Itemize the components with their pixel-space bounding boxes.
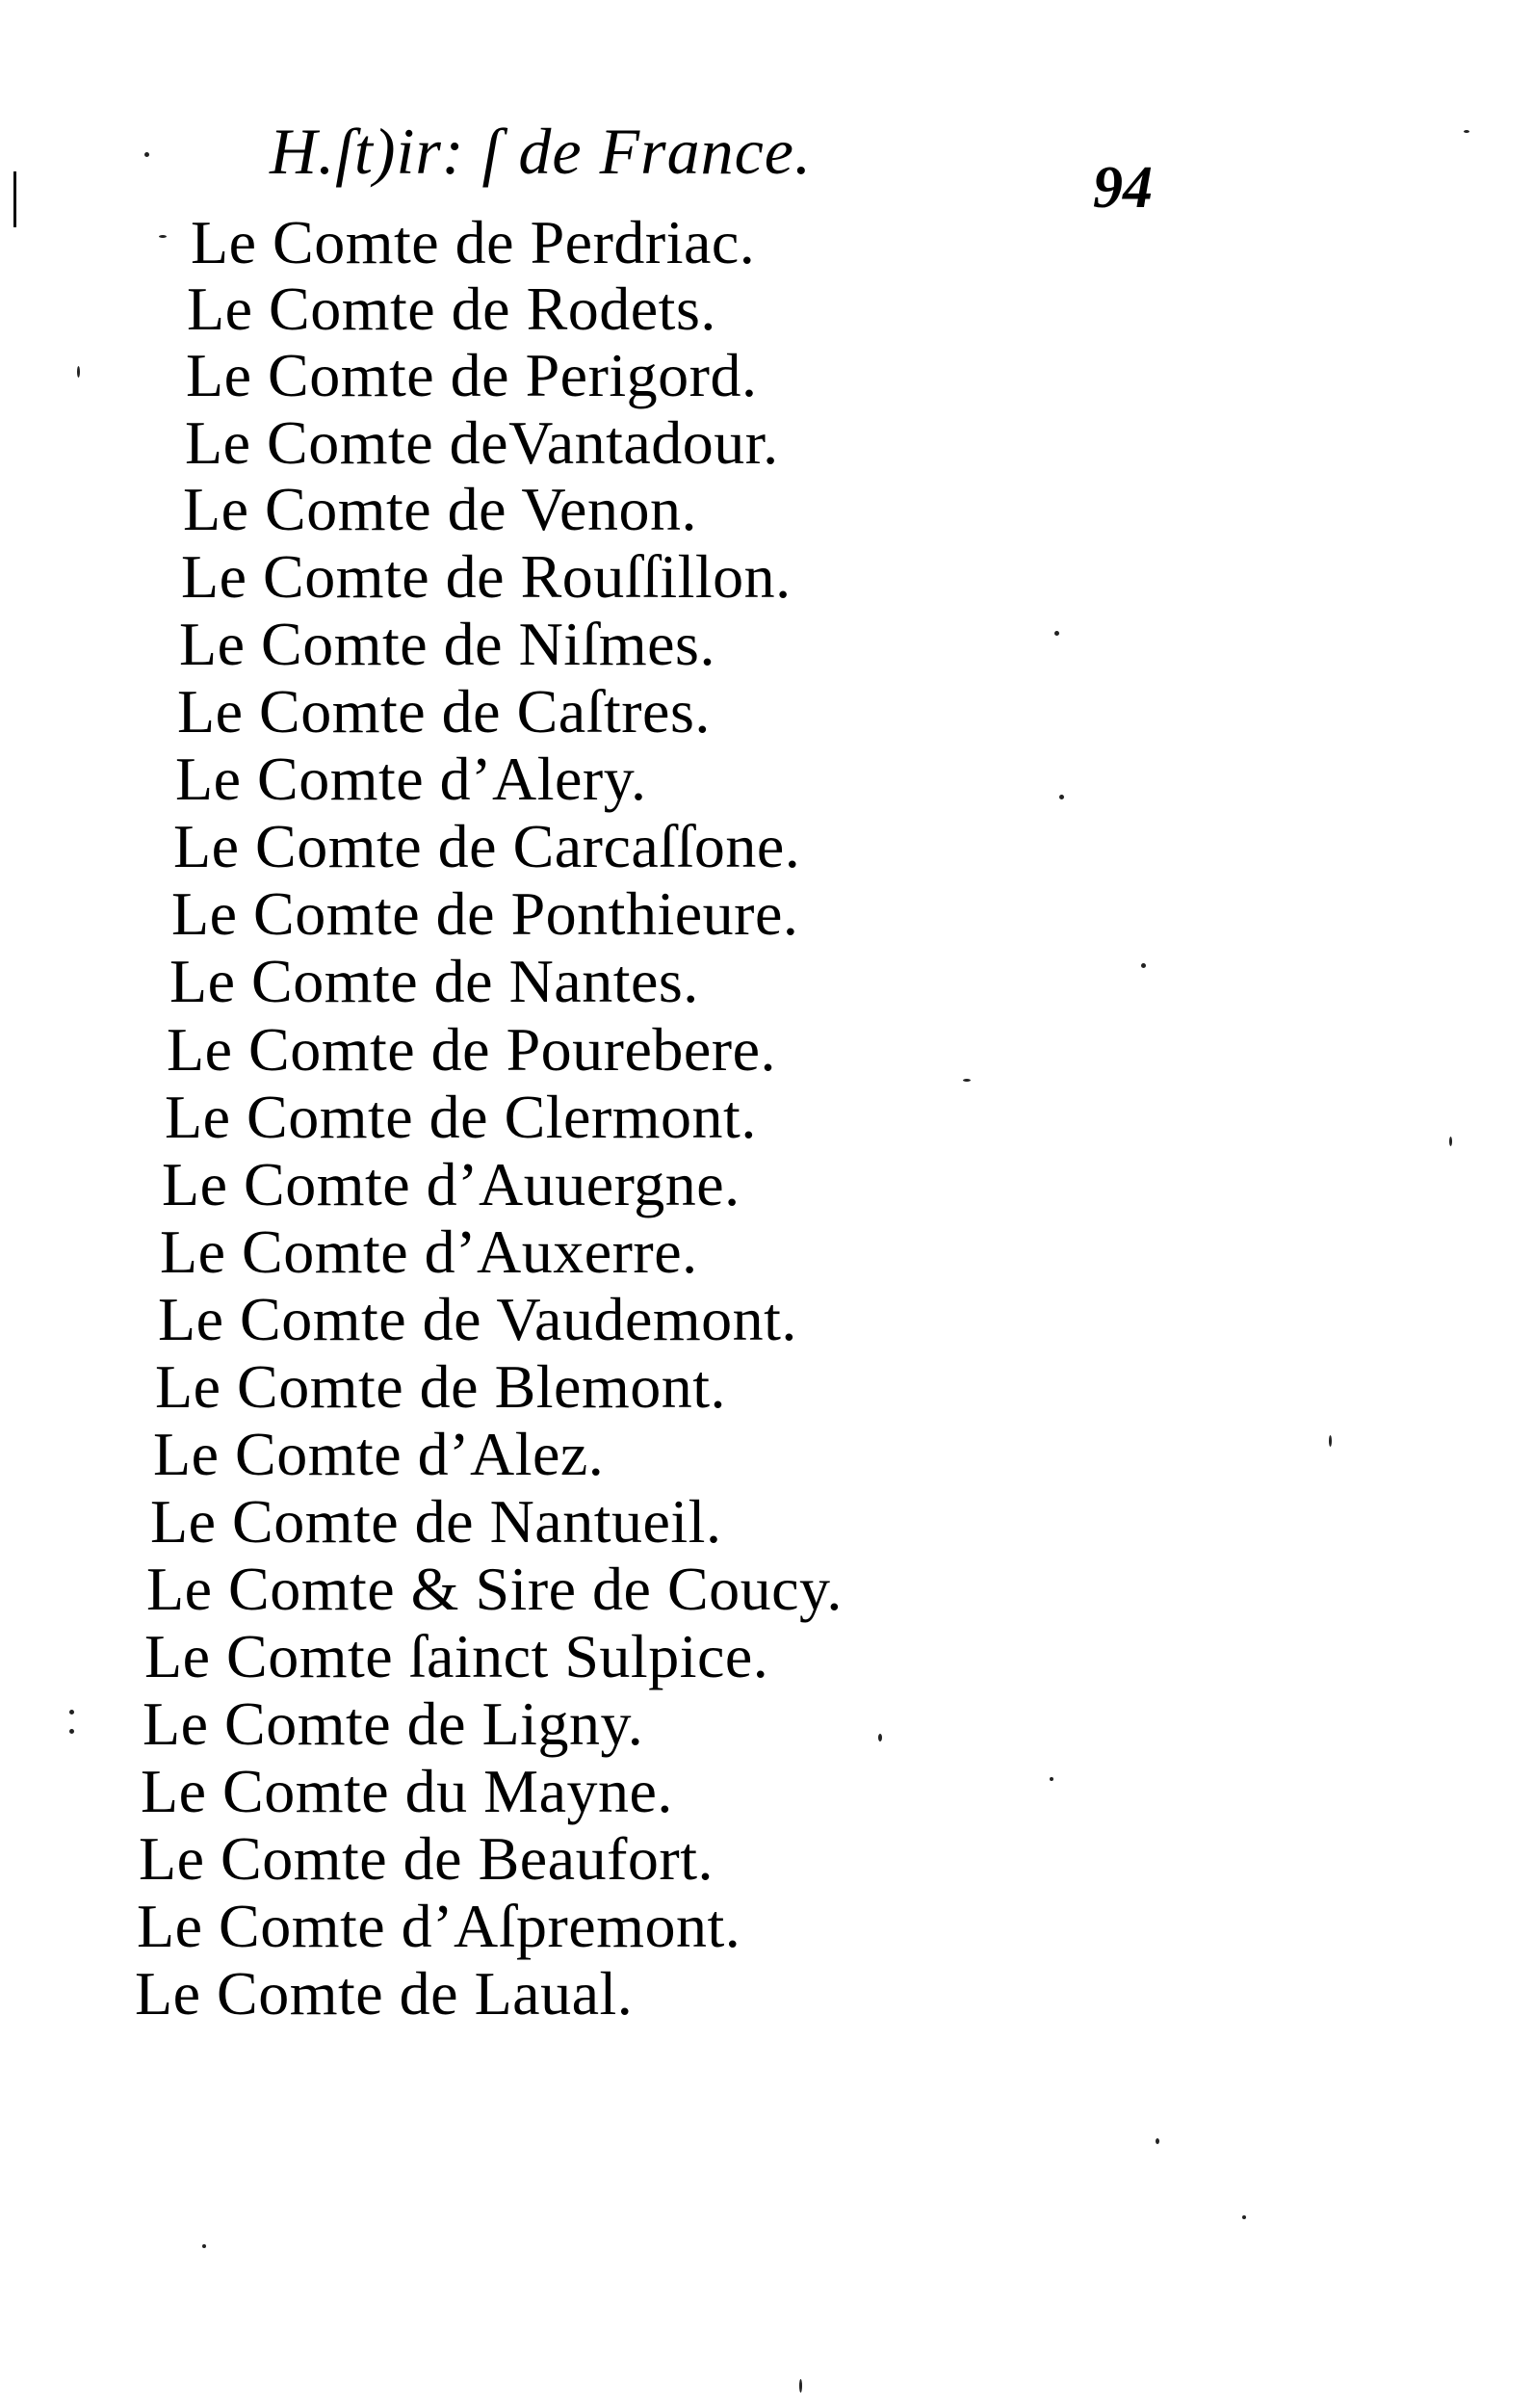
list-item: Le Comte & Sire de Coucy. xyxy=(146,1555,843,1623)
list-item: Le Comte de Vaudemont. xyxy=(158,1285,797,1353)
list-item: Le Comte de Venon. xyxy=(183,475,697,543)
list-item: Le Comte de Caſtres. xyxy=(177,677,711,746)
print-speck xyxy=(878,1734,882,1741)
print-speck xyxy=(69,1710,74,1714)
list-item: Le Comte de Perdriac. xyxy=(191,208,756,276)
list-item: Le Comte de Carcaſſone. xyxy=(173,812,801,880)
print-speck xyxy=(144,152,149,157)
list-item: Le Comte de Nantueil. xyxy=(150,1487,722,1556)
list-item: Le Comte d’Aſpremont. xyxy=(137,1892,741,1960)
print-speck xyxy=(1050,1777,1053,1781)
list-item: Le Comte de Clermont. xyxy=(165,1083,757,1151)
print-speck xyxy=(1242,2215,1246,2219)
print-speck xyxy=(1054,631,1059,636)
margin-rule xyxy=(13,171,16,227)
print-speck xyxy=(1464,130,1469,133)
list-item: Le Comte d’Auuergne. xyxy=(162,1150,741,1218)
list-item: Le Comte d’Alery. xyxy=(175,745,647,813)
list-item: Le Comte de Blemont. xyxy=(155,1352,726,1421)
print-speck xyxy=(1329,1435,1332,1447)
list-item: Le Comte d’Auxerre. xyxy=(160,1217,698,1286)
list-item: Le Comte d’Alez. xyxy=(153,1420,605,1488)
print-speck xyxy=(799,2379,802,2393)
page-number: 94 xyxy=(1093,155,1153,221)
list-item: Le Comte deVantadour. xyxy=(185,408,779,477)
list-item: Le Comte de Niſmes. xyxy=(179,610,715,678)
list-item: Le Comte de Nantes. xyxy=(169,947,699,1015)
print-speck xyxy=(1449,1137,1452,1146)
print-speck xyxy=(77,366,80,378)
list-item: Le Comte du Mayne. xyxy=(141,1757,673,1825)
print-speck xyxy=(159,235,167,238)
print-speck xyxy=(1141,963,1146,968)
list-item: Le Comte de Ligny. xyxy=(143,1689,644,1758)
running-head: H.ſt)ir: ſ de France. xyxy=(270,115,812,188)
print-speck xyxy=(963,1079,971,1082)
list-item: Le Comte de Rodets. xyxy=(187,275,716,343)
list-item: Le Comte ſainct Sulpice. xyxy=(144,1622,769,1690)
list-item: Le Comte de Ponthieure. xyxy=(171,879,799,948)
print-speck xyxy=(1059,795,1064,799)
list-item: Le Comte de Beaufort. xyxy=(139,1824,714,1893)
list-item: Le Comte de Rouſſillon. xyxy=(181,542,792,611)
list-item: Le Comte de Laual. xyxy=(135,1959,634,2028)
list-item: Le Comte de Perigord. xyxy=(186,341,758,409)
print-speck xyxy=(1156,2138,1159,2144)
print-speck xyxy=(202,2244,206,2248)
print-speck xyxy=(69,1729,74,1734)
list-item: Le Comte de Pourebere. xyxy=(167,1015,776,1084)
